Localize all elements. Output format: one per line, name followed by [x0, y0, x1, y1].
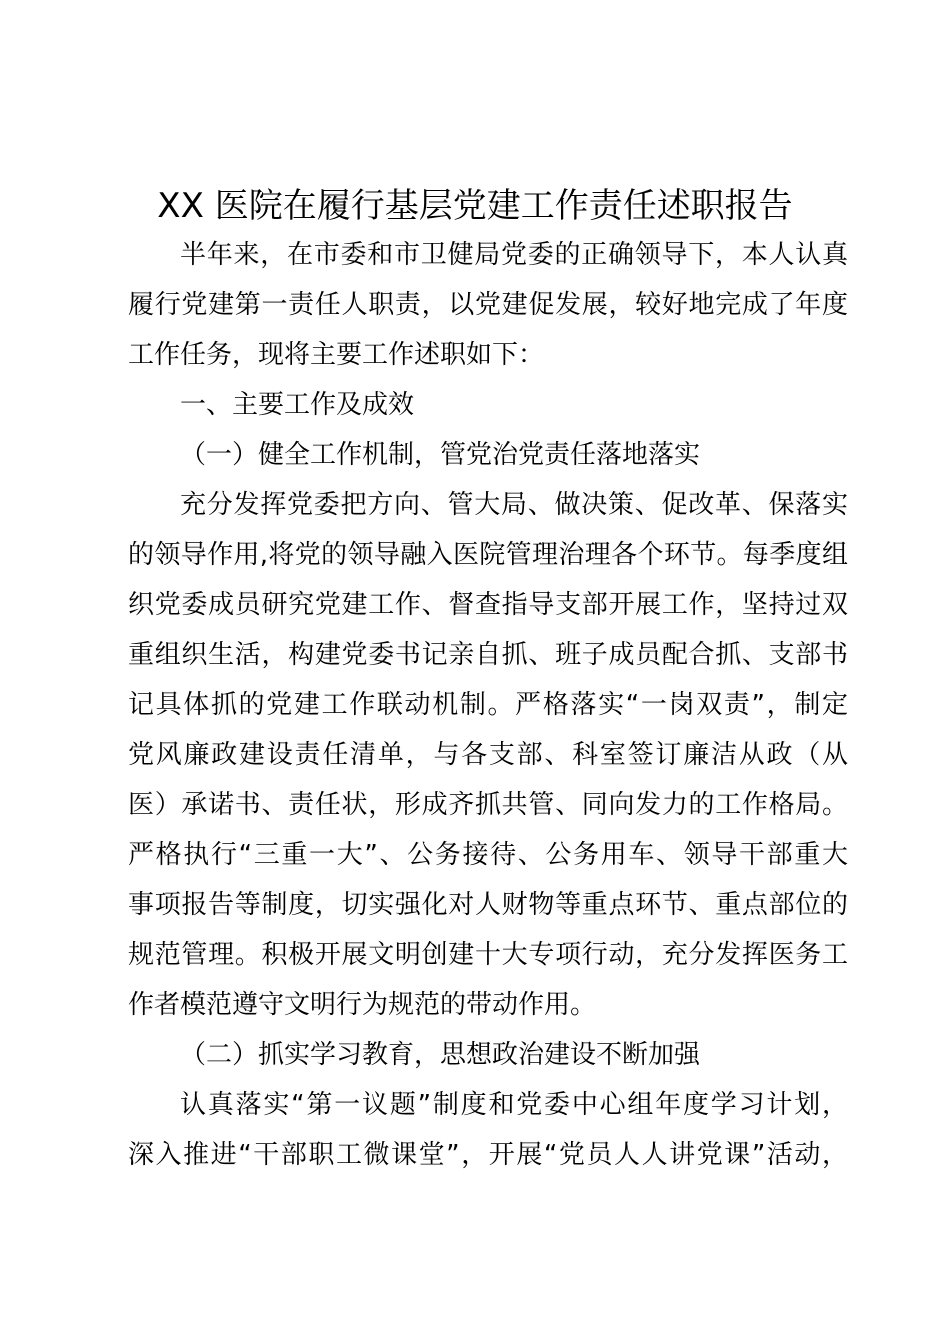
- body-text-line: （一）健全工作机制，管党治党责任落地落实: [180, 440, 701, 470]
- document-body: [128, 230, 848, 1180]
- body-text-line: 规范管理。积极开展文明创建十大专项行动，充分发挥医务工: [128, 940, 848, 970]
- body-text-line: 的领导作用,将党的领导融入医院管理治理各个环节。每季度组: [128, 540, 848, 570]
- body-text-line: 深入推进“干部职工微课堂”，开展“党员人人讲党课”活动，: [128, 1140, 848, 1170]
- body-text-line: 认真落实“第一议题”制度和党委中心组年度学习计划，: [180, 1090, 848, 1120]
- body-text-line: 事项报告等制度，切实强化对人财物等重点环节、重点部位的: [128, 890, 848, 920]
- body-text-line: （二）抓实学习教育，思想政治建设不断加强: [180, 1040, 701, 1070]
- body-text-line: 一、主要工作及成效: [180, 390, 415, 420]
- body-text-line: 严格执行“三重一大”、公务接待、公务用车、领导干部重大: [128, 840, 848, 870]
- body-text-line: 充分发挥党委把方向、管大局、做决策、促改革、保落实: [180, 490, 848, 520]
- body-text-line: 党风廉政建设责任清单，与各支部、科室签订廉洁从政（从: [128, 740, 848, 770]
- body-text-line: 医）承诺书、责任状，形成齐抓共管、同向发力的工作格局。: [128, 790, 848, 820]
- document-title: XX 医院在履行基层党建工作责任述职报告: [157, 186, 793, 226]
- body-text-line: 作者模范遵守文明行为规范的带动作用。: [128, 990, 597, 1020]
- body-text-line: 重组织生活，构建党委书记亲自抓、班子成员配合抓、支部书: [128, 640, 848, 670]
- body-text-line: 半年来，在市委和市卫健局党委的正确领导下，本人认真: [180, 240, 848, 270]
- body-text-line: 织党委成员研究党建工作、督查指导支部开展工作，坚持过双: [128, 590, 848, 620]
- body-text-line: 履行党建第一责任人职责，以党建促发展，较好地完成了年度: [128, 290, 848, 320]
- body-text-line: 记具体抓的党建工作联动机制。严格落实“一岗双责”，制定: [128, 690, 848, 720]
- body-text-line: 工作任务，现将主要工作述职如下：: [128, 340, 545, 370]
